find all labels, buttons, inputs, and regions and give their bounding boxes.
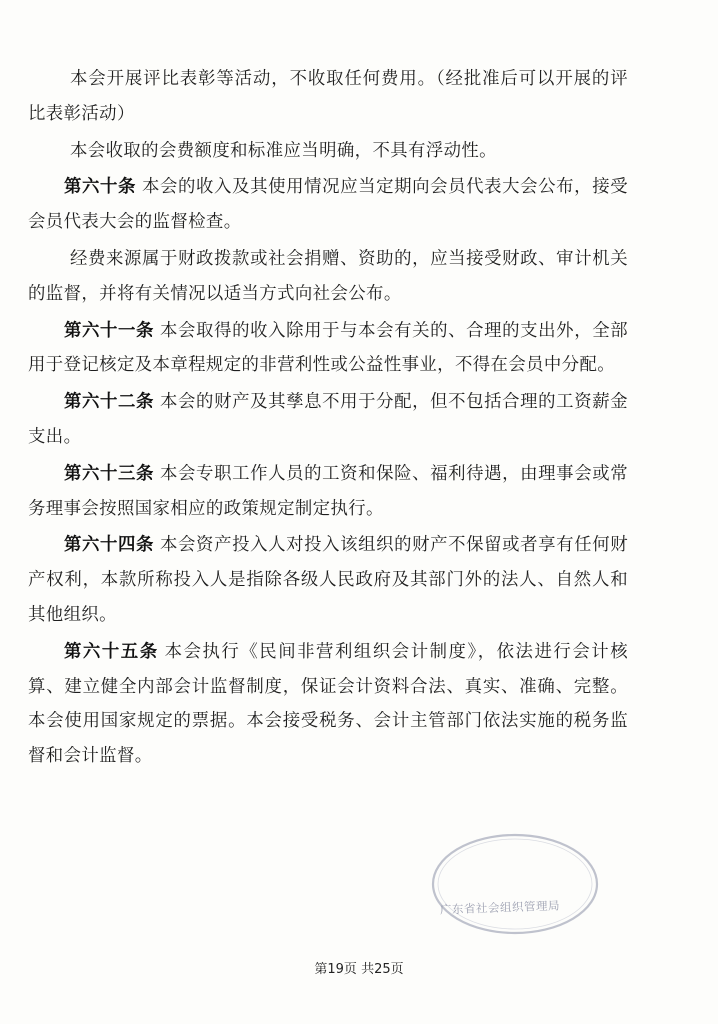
paragraph-text: 经费来源属于财政拨款或社会捐赠、资助的，应当接受财政、审计机关的监督，并将有关情况以适当方式向社会公布。: [28, 248, 628, 304]
article-number: 第六十四条: [64, 535, 155, 556]
paragraph-membership-fee: [28, 134, 628, 169]
paragraph-article-61: [28, 314, 628, 384]
article-number: 第六十一条: [64, 320, 155, 341]
article-number: 第六十五条: [64, 641, 159, 662]
paragraph-text: 本会取得的收入除用于与本会有关的、合理的支出外，全部用于登记核定及本章程规定的非营利性或公益性事业，不得在会员中分配。: [28, 320, 628, 376]
paragraph-article-63: [28, 457, 628, 527]
article-number: 第六十二条: [64, 392, 155, 413]
paragraph-funding-supervision: [28, 242, 628, 312]
paragraph-article-64: [28, 528, 628, 632]
paragraph-fee-activities: [28, 62, 628, 132]
paragraph-article-65: [28, 635, 628, 774]
seal-lettering: 广东省社会组织管理局: [439, 898, 561, 917]
page-number-footer: 第19页 共25页: [314, 962, 404, 977]
paragraph-text: 本会资产投入人对投入该组织的财产不保留或者享有任何财产权利，本款所称投入人是指除各级人民政府及其部门外的法人、自然人和其他组织。: [28, 535, 628, 625]
paragraph-text: 本会执行《民间非营利组织会计制度》，依法进行会计核算、建立健全内部会计监督制度，保证会计资料合法、真实、准确、完整。本会使用国家规定的票据。本会接受税务、会计主管部门依法实施的税务监督和会计监督。: [28, 641, 628, 767]
paragraph-text: 本会收取的会费额度和标准应当明确，不具有浮动性。: [70, 140, 497, 161]
official-seal-stamp: [430, 832, 600, 936]
article-number: 第六十条: [64, 177, 137, 198]
paragraph-text: 本会的财产及其孳息不用于分配，但不包括合理的工资薪金支出。: [28, 392, 628, 447]
paragraph-text: 本会开展评比表彰等活动，不收取任何费用。（经批准后可以开展的评比表彰活动）: [28, 69, 628, 124]
paragraph-text: 本会的收入及其使用情况应当定期向会员代表大会公布，接受会员代表大会的监督检查。: [28, 177, 628, 233]
paragraph-article-60: [28, 170, 628, 240]
paragraph-text: 本会专职工作人员的工资和保险、福利待遇，由理事会或常务理事会按照国家相应的政策规定制定执行。: [28, 463, 628, 519]
article-number: 第六十三条: [64, 463, 155, 484]
document-body: [28, 62, 628, 776]
paragraph-article-62: [28, 385, 628, 455]
